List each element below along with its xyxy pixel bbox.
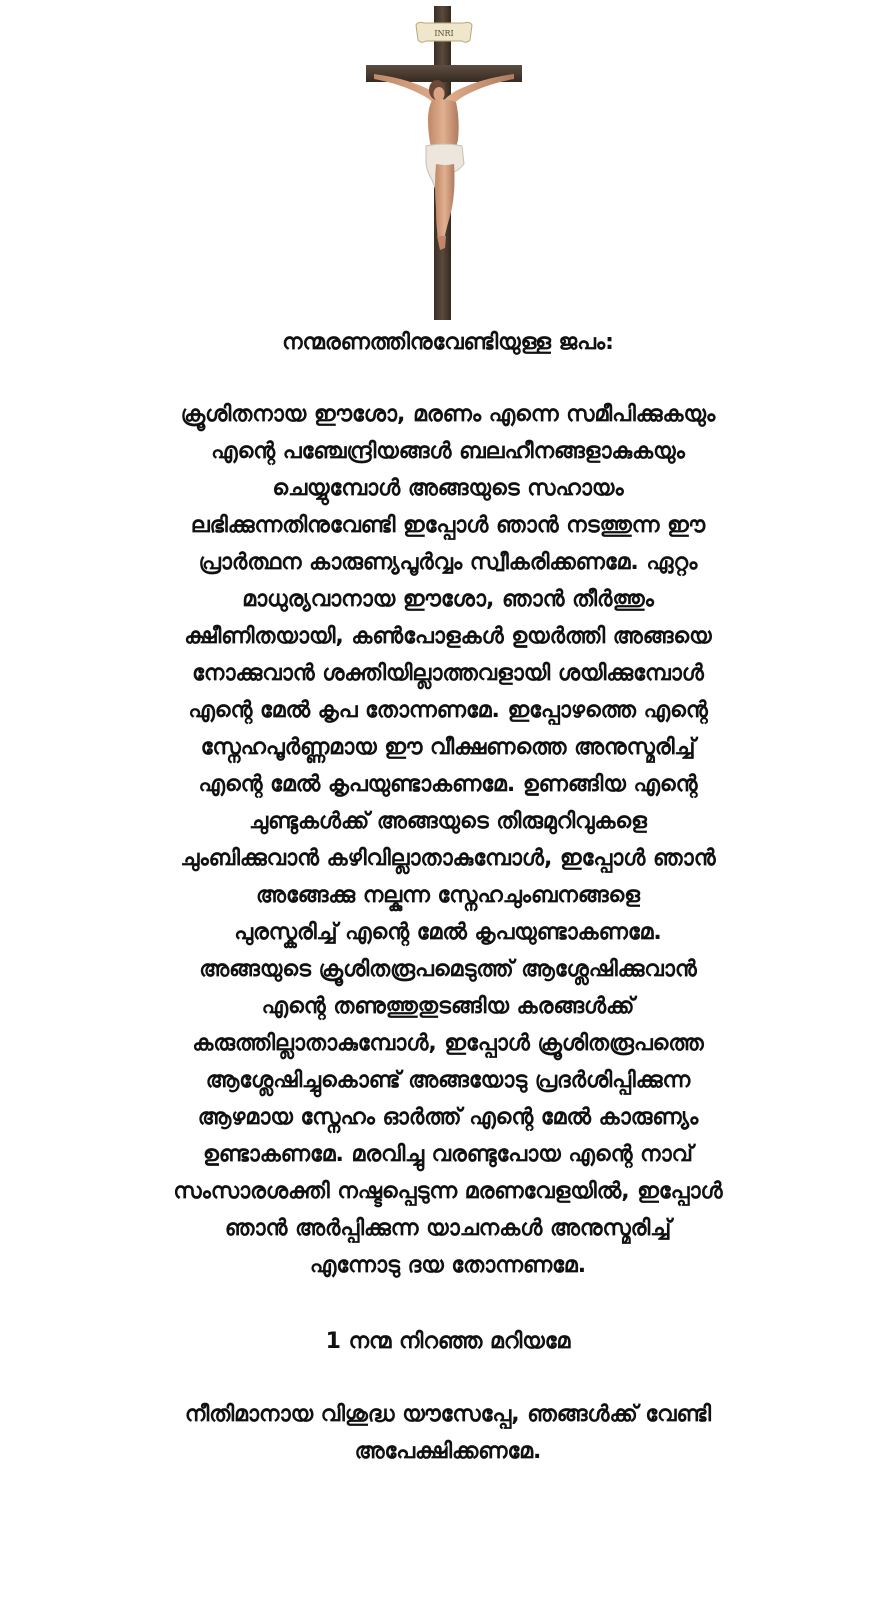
prayer-line: ആശ്ലേഷിച്ചുകൊണ്ട് അങ്ങയോടു പ്രദർശിപ്പിക്കുന്ന xyxy=(205,1068,691,1093)
prayer-title xyxy=(34,324,862,361)
prayer-line: ഉണ്ടാകണമേ. മരവിച്ചു വരണ്ടുപോയ എന്റെ നാവ് xyxy=(203,1142,693,1167)
prayer-line: എന്റെ മേൽ കൃപയുണ്ടാകണമേ. ഉണങ്ങിയ എന്റെ xyxy=(198,772,698,797)
hail-mary-text: 1 നന്മ നിറഞ്ഞ മറിയമേ xyxy=(325,1329,571,1354)
joseph-invocation xyxy=(34,1396,862,1470)
prayer-line: സംസാരശക്തി നഷ്ടപ്പെടുന്ന മരണവേളയിൽ, ഇപ്പോൾ xyxy=(173,1179,723,1204)
prayer-line: ക്ഷീണിതയായി, കൺപോളകൾ ഉയർത്തി അങ്ങയെ xyxy=(184,624,712,649)
crucifix-icon xyxy=(364,4,524,322)
inri-scroll xyxy=(416,22,472,42)
prayer-line: നോക്കുവാൻ ശക്തിയില്ലാത്തവളായി ശയിക്കുമ്പോൾ xyxy=(192,661,704,686)
prayer-body xyxy=(34,396,862,1284)
prayer-line: സ്നേഹപൂർണ്ണമായ ഈ വീക്ഷണത്തെ അനുസ്മരിച്ച് xyxy=(200,735,696,760)
prayer-line: മാധുര്യവാനായ ഈശോ, ഞാൻ തീർത്തും xyxy=(242,587,654,612)
prayer-line: എന്റെ പഞ്ചേന്ദ്രിയങ്ങൾ ബലഹീനങ്ങളാകുകയും xyxy=(211,439,685,464)
prayer-line: പുരസ്കരിച്ച് എന്റെ മേൽ കൃപയുണ്ടാകണമേ. xyxy=(234,920,662,945)
corpus-legs xyxy=(435,164,455,240)
joseph-line: അപേക്ഷിക്കണമേ. xyxy=(354,1439,542,1464)
prayer-line: ലഭിക്കുന്നതിനുവേണ്ടി ഇപ്പോൾ ഞാൻ നടത്തുന്ന ഈ xyxy=(190,513,706,538)
prayer-line: ഞാൻ അർപ്പിക്കുന്ന യാചനകൾ അനുസ്മരിച്ച് xyxy=(224,1216,672,1241)
prayer-line: അങ്ങയുടെ ക്രൂശിതരൂപമെടുത്ത് ആശ്ലേഷിക്കുവാൻ xyxy=(199,957,697,982)
prayer-line: കരുത്തില്ലാതാകുമ്പോൾ, ഇപ്പോൾ ക്രൂശിതരൂപത്തെ xyxy=(192,1031,704,1056)
prayer-line: ക്രൂശിതനായ ഈശോ, മരണം എന്നെ സമീപിക്കുകയും xyxy=(180,402,716,427)
prayer-line: അങ്ങേക്കു നല്കുന്ന സ്നേഹചുംബനങ്ങളെ xyxy=(256,883,640,908)
prayer-line: പ്രാർത്ഥന കാരുണ്യപൂർവ്വം സ്വീകരിക്കണമേ. ഏറ്റം xyxy=(198,550,698,575)
crucifix-image xyxy=(364,4,524,322)
prayer-line: ചെയ്യുമ്പോൾ അങ്ങയുടെ സഹായം xyxy=(272,476,624,501)
hail-mary-note xyxy=(34,1323,862,1360)
prayer-title-text: നന്മരണത്തിനുവേണ്ടിയുള്ള ജപം: xyxy=(282,330,614,355)
prayer-line: എന്നോടു ദയ തോന്നണമേ. xyxy=(309,1253,587,1278)
prayer-line: എന്റെ തണുത്തുതുടങ്ങിയ കരങ്ങൾക്ക് xyxy=(261,994,635,1019)
prayer-line: ചുണ്ടുകൾക്ക് അങ്ങയുടെ തിരുമുറിവുകളെ xyxy=(249,809,647,834)
inri-text: INRI xyxy=(434,29,454,38)
prayer-line: എന്റെ മേൽ കൃപ തോന്നണമേ. ഇപ്പോഴത്തെ എന്റെ xyxy=(188,698,708,723)
joseph-line: നീതിമാനായ വിശുദ്ധ യൗസേപ്പേ, ഞങ്ങൾക്ക് വേണ്ടി xyxy=(184,1402,712,1427)
prayer-line: ആഴമായ സ്നേഹം ഓർത്ത് എന്റെ മേൽ കാരുണ്യം xyxy=(197,1105,699,1130)
prayer-line: ചുംബിക്കുവാൻ കഴിവില്ലാതാകുമ്പോൾ, ഇപ്പോൾ ഞാൻ xyxy=(180,846,716,871)
